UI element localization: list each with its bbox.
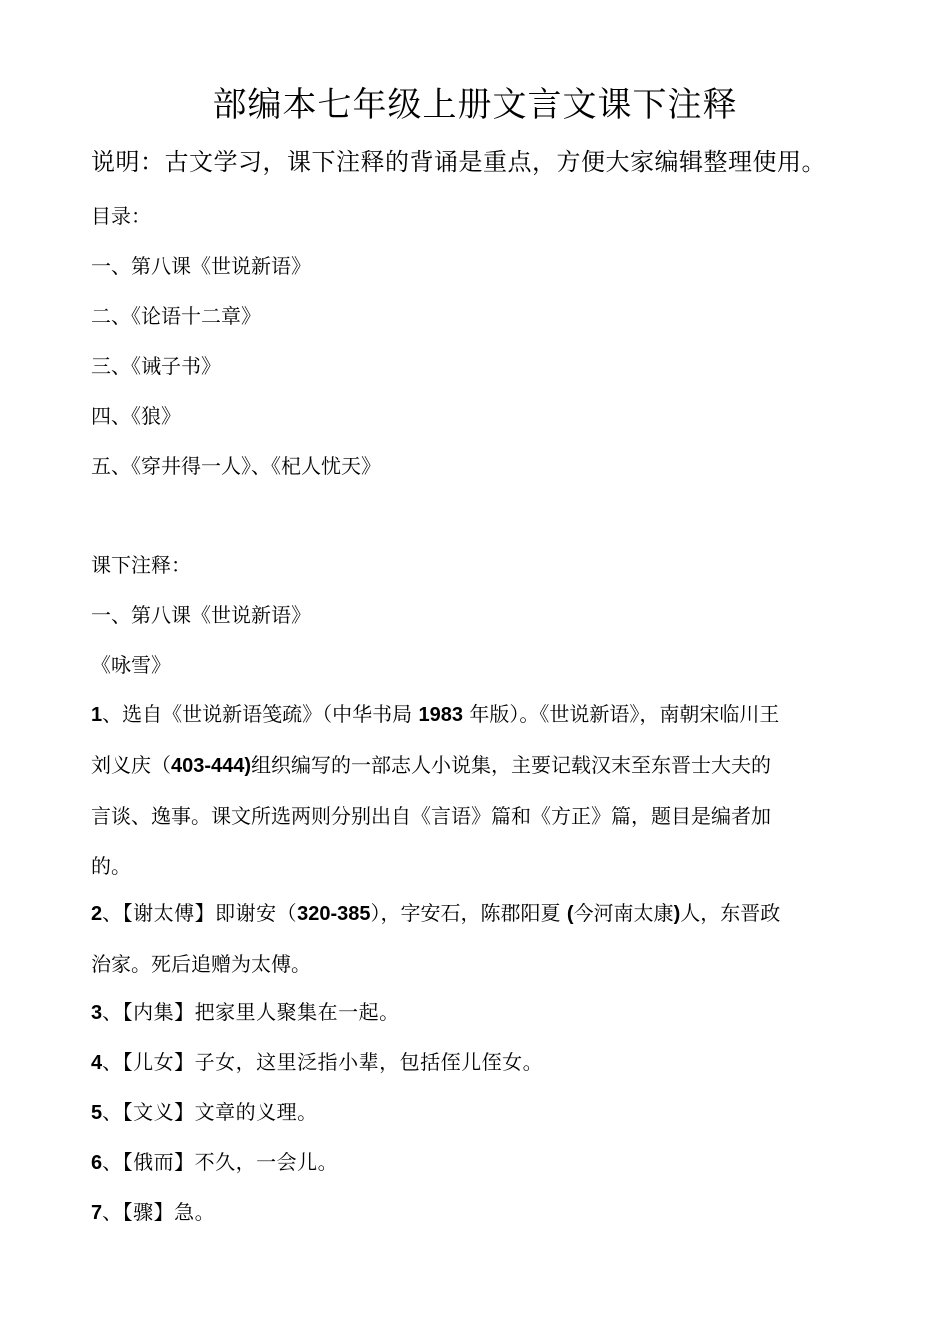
note-text: ），字安石，陈郡阳夏 <box>370 901 567 925</box>
note-text: 、【文义】文章的义理。 <box>102 1100 318 1124</box>
note-text: 、选自《世说新语笺疏》（中华书局 <box>102 702 419 726</box>
toc-item-5: 五、《穿井得一人》、《杞人忧天》 <box>91 454 381 478</box>
note-text: 治家。死后追赠为太傅。 <box>91 952 311 976</box>
note-number: 7 <box>91 1202 103 1224</box>
note-line <box>91 1187 863 1238</box>
note-line <box>91 1087 863 1138</box>
note-line <box>91 987 863 1038</box>
note-item <box>91 987 863 1038</box>
note-number: 1 <box>91 704 103 726</box>
notes-heading: 课下注释： <box>91 553 191 577</box>
article-title: 《咏雪》 <box>91 653 171 677</box>
toc-item-2: 二、《论语十二章》 <box>91 304 261 328</box>
intro-text: 说明：古文学习，课下注释的背诵是重点，方便大家编辑整理使用。 <box>91 148 826 176</box>
note-item <box>91 1037 863 1088</box>
note-number: 5 <box>91 1102 103 1124</box>
note-number: 2 <box>91 903 103 925</box>
toc-item-4: 四、《狼》 <box>91 404 181 428</box>
note-number: 4 <box>91 1052 103 1074</box>
note-line <box>91 1037 863 1088</box>
note-years: 403-444) <box>171 755 252 777</box>
note-line <box>91 740 863 791</box>
note-item <box>91 1137 863 1188</box>
note-year: 1983 <box>418 704 463 726</box>
note-line <box>91 939 863 989</box>
note-text: 、【儿女】子女，这里泛指小辈，包括侄儿侄女。 <box>102 1050 544 1074</box>
note-text: 、【内集】把家里人聚集在一起。 <box>102 1000 400 1024</box>
note-number: 6 <box>91 1152 103 1174</box>
note-text: 、【俄而】不久，一会儿。 <box>102 1150 339 1174</box>
note-line <box>91 841 863 891</box>
toc-heading: 目录： <box>91 204 151 228</box>
note-text: 、【谢太傅】即谢安（ <box>102 901 298 925</box>
page-title: 部编本七年级上册文言文课下注释 <box>212 85 738 125</box>
note-paren: ( <box>566 903 574 925</box>
note-text: 今河南太康 <box>573 901 674 925</box>
note-line <box>91 791 863 841</box>
lesson-heading: 一、第八课《世说新语》 <box>91 603 311 627</box>
note-line <box>91 888 863 939</box>
toc-item-3: 三、《诫子书》 <box>91 354 221 378</box>
note-line <box>91 689 863 740</box>
note-text: 言谈、逸事。课文所选两则分别出自《言语》篇和《方正》篇，题目是编者加 <box>91 804 771 828</box>
note-item <box>91 1187 863 1238</box>
note-item <box>91 888 863 989</box>
note-text: 组织编写的一部志人小说集，主要记载汉末至东晋士大夫的 <box>251 753 772 777</box>
note-years: 320-385 <box>297 903 371 925</box>
note-text: 刘义庆（ <box>91 753 171 777</box>
note-line <box>91 1137 863 1188</box>
note-item <box>91 689 863 891</box>
note-item <box>91 1087 863 1138</box>
note-text: 年版）。《世说新语》，南朝宋临川王 <box>462 702 780 726</box>
note-text: 人，东晋政 <box>680 901 781 925</box>
note-paren: ) <box>673 903 681 925</box>
note-number: 3 <box>91 1002 103 1024</box>
note-text: 的。 <box>91 854 131 878</box>
note-text: 、【骤】急。 <box>102 1200 216 1224</box>
toc-item-1: 一、第八课《世说新语》 <box>91 254 311 278</box>
